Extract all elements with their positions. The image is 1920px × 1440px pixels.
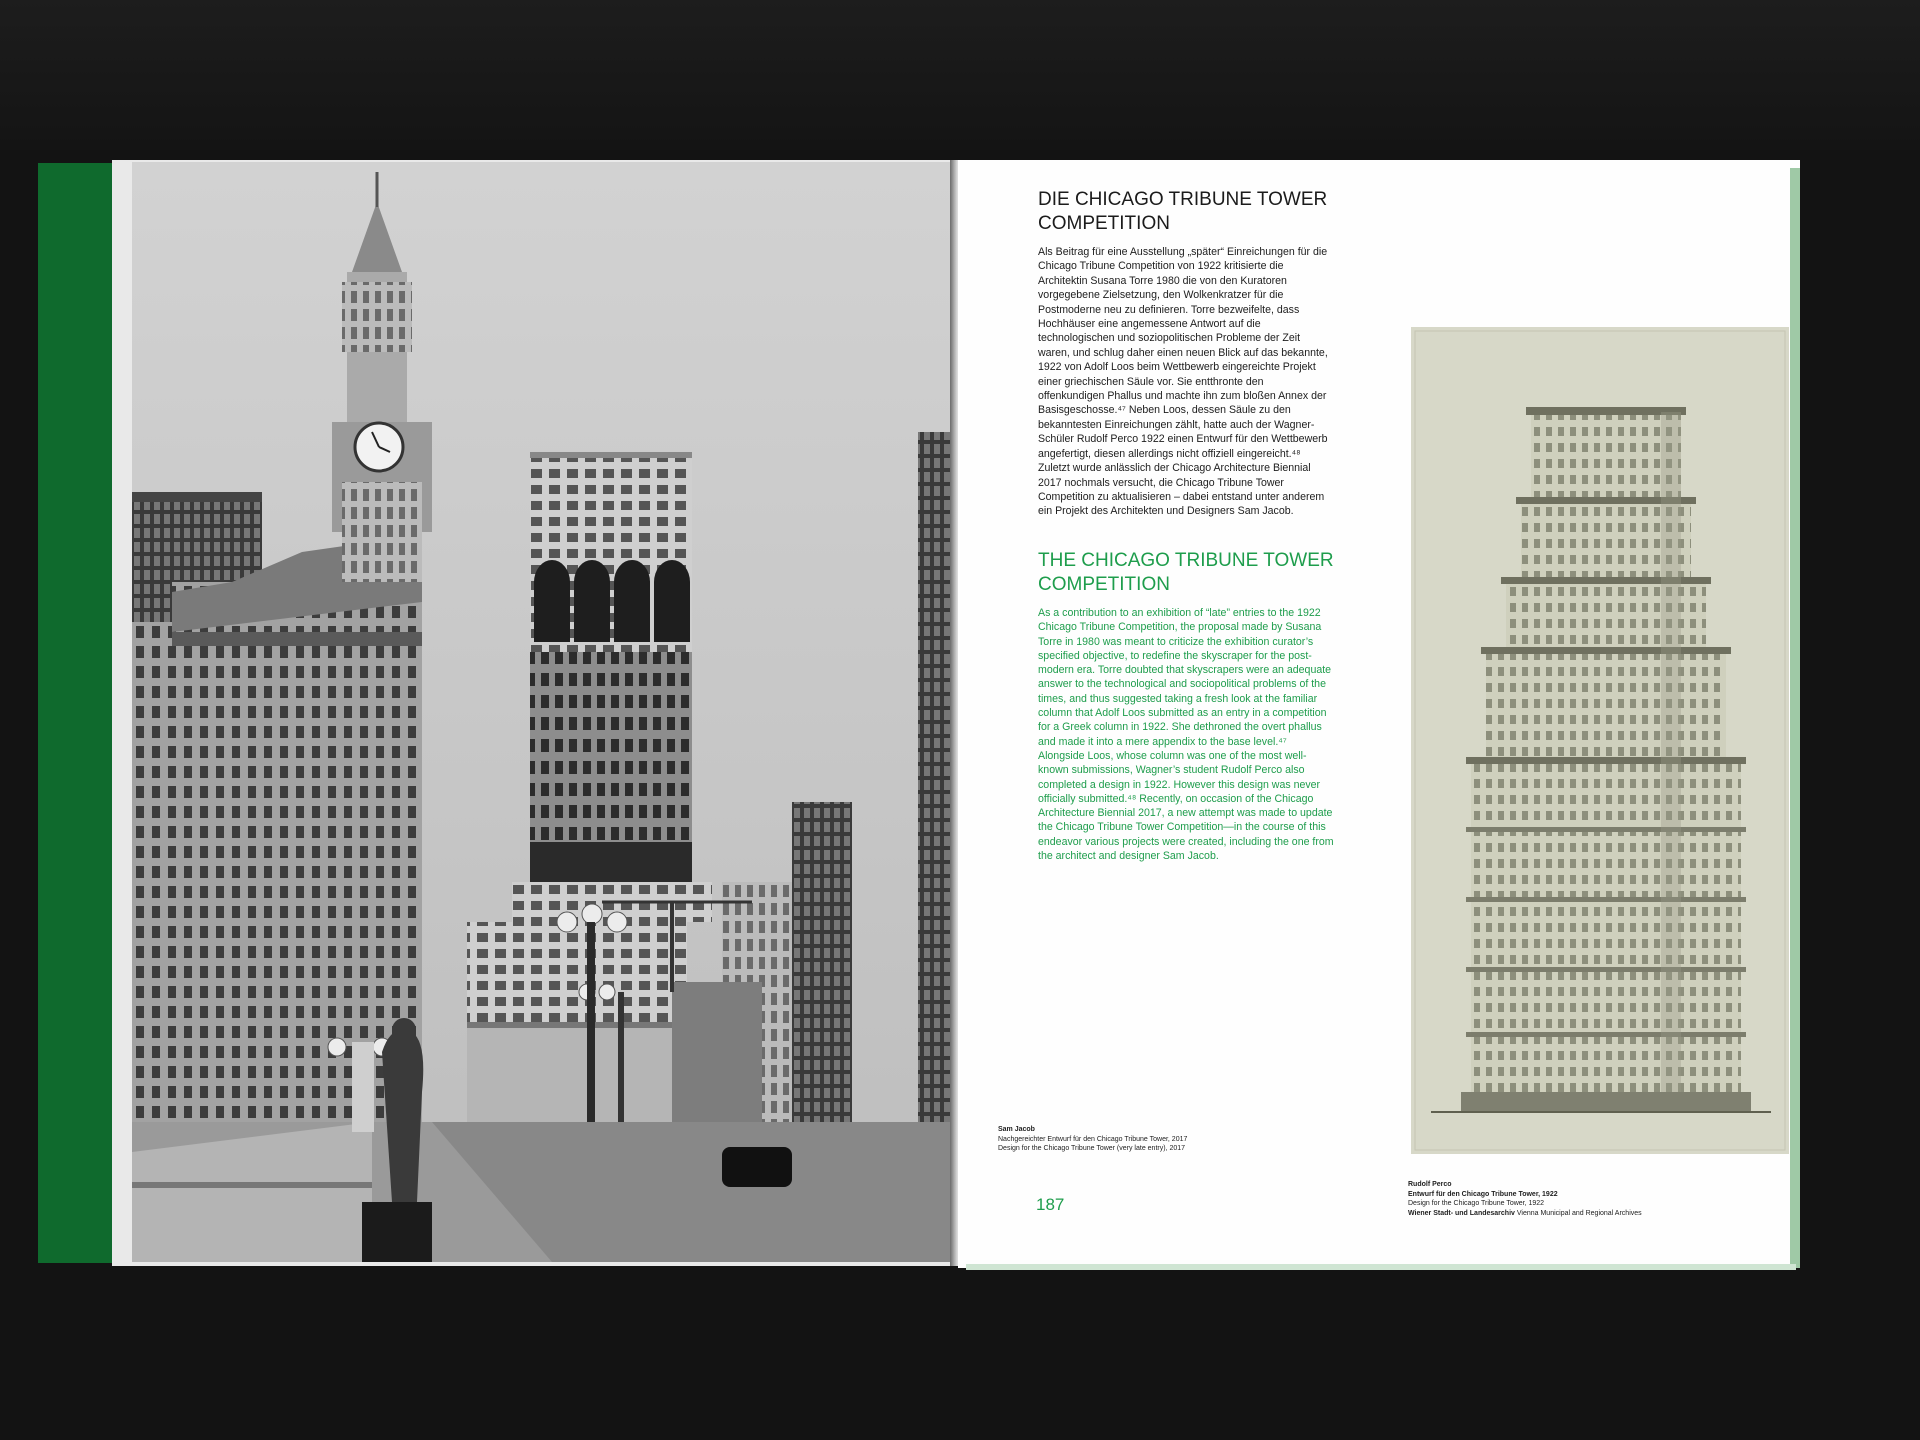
caption-title-en: Design for the Chicago Tribune Tower, 1922 [1408, 1200, 1545, 1207]
english-heading: THE CHICAGO TRIBUNE TOWER COMPETITION [1038, 550, 1334, 595]
book-spine-edge [38, 163, 114, 1263]
drawing-rudolf-perco-tower [1411, 327, 1789, 1154]
german-heading: DIE CHICAGO TRIBUNE TOWER COMPETITION [1038, 189, 1328, 234]
caption-archive-de: Wiener Stadt- und Landesarchiv [1408, 1209, 1515, 1217]
photo-sam-jacob-tower [132, 162, 958, 1262]
german-body-text: Als Beitrag für eine Ausstellung „später“ Einreichungen für die Chicago Tribune Competition von 1922 kritisierte die Architektin Susana Torre 1980 die von den Kuratoren vorgegebene Zielsetzung, den Wolkenkratzer für die Postmoderne neu zu definieren. Torre bezweifelte, dass Hochhäuser eine angemessene Antwort auf die technologischen und soziopolitischen Probleme der Zeit waren, und schlug daher einen neuen Blick auf das bekannte, 1922 von Adolf Loos beim Wettbewerb eingereichte Projekt einer griechischen Säule vor. Sie entthronte den offenkundigen Phallus und machte ihn zum bloßen Annex der Basisgeschosse.⁴⁷ Neben Loos, dessen Säule zu den bekanntesten Einreichungen zählt, hatte auch der Wagner-Schüler Rudolf Perco 1922 einen Entwurf für den Wettbewerb angefertigt, diesen allerdings nicht offiziell eingereicht.⁴⁸ Zuletzt wurde anlässlich der Chicago Architecture Biennial 2017 nochmals versucht, die Chicago Tribune Tower Competition zu aktualisieren – dabei entstand unter anderem ein Projekt des Architekten und Designers Sam Jacob. [1038, 246, 1328, 518]
caption-rudolf-perco [1408, 1180, 1768, 1218]
caption-archive-en: Vienna Municipal and Regional Archives [1516, 1209, 1642, 1217]
page-edge [1790, 168, 1800, 1268]
english-body-text: As a contribution to an exhibition of “late” entries to the 1922 Chicago Tribune Competition, the proposal made by Susana Torre in 1980 was meant to criticize the exhibition curator’s specified objective, to redefine the skyscraper for the post-modern era. Torre doubted that skyscrapers were an adequate answer to the technological and sociopolitical problems of the times, and thus suggested taking a fresh look at the familiar column that Adolf Loos submitted as an entry in a competition for a Greek column in 1922. She dethroned the overt phallus and made it into a mere appendix to the base level.⁴⁷ Alongside Loos, whose column was one of the most well-known submissions, Wagner’s student Rudolf Perco also completed a design in 1922. However this design was never officially submitted.⁴⁸ Recently, on occasion of the Chicago Architecture Biennial 2017, a new attempt was made to update the Chicago Tribune Tower Competition—in the course of this endeavor various projects were created, including the one from the architect and designer Sam Jacob. [1038, 607, 1334, 863]
caption-title-en: Design for the Chicago Tribune Tower (very late entry), 2017 [998, 1145, 1186, 1152]
caption-author: Rudolf Perco [1408, 1181, 1452, 1188]
caption-author: Sam Jacob [998, 1126, 1035, 1133]
page-number: 187 [1036, 1195, 1065, 1214]
caption-sam-jacob [998, 1125, 1248, 1154]
background [0, 0, 1920, 150]
caption-title-de: Nachgereichter Entwurf für den Chicago Tribune Tower, 2017 [998, 1135, 1188, 1143]
caption-title-de: Entwurf für den Chicago Tribune Tower, 1922 [1408, 1190, 1558, 1198]
page-edge-bottom [966, 1264, 1796, 1270]
